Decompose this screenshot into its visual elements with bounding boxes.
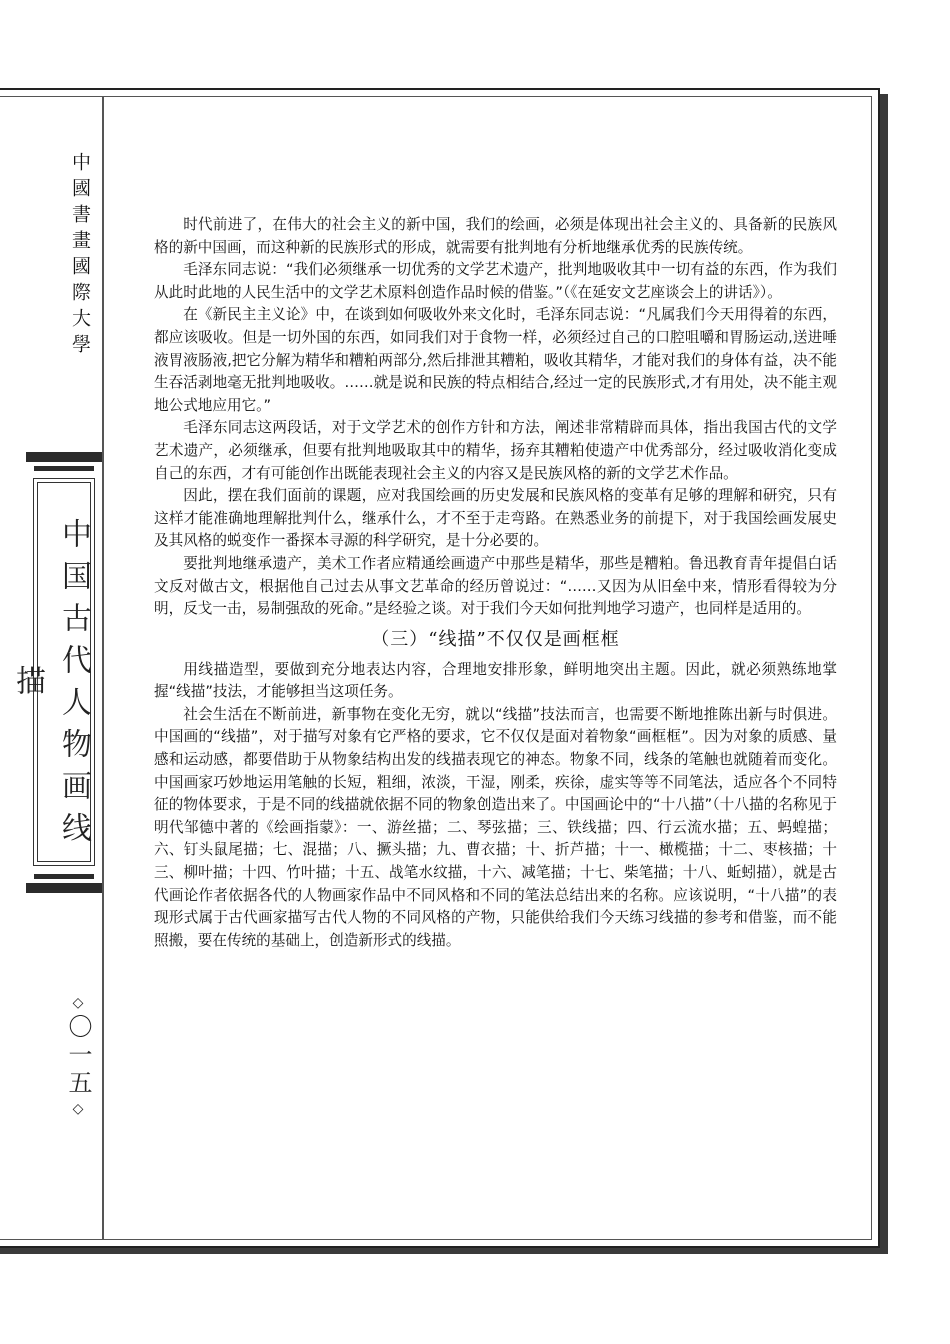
university-name: 中國書畫國際大學: [69, 152, 91, 360]
title-cap-top: [26, 452, 102, 462]
paragraph: 要批判地继承遗产，美术工作者应精通绘画遗产中那些是精华，那些是糟粕。鲁迅教育青年提倡白话文反对做古文，根据他自己过去从事文艺革命的经历曾说过：“……又因为从旧垒中来，情形看得较为分明，反戈一击，易制强敌的死命。”是经验之谈。对于我们今天如何批判地学习遗产，也同样是适用的。: [154, 554, 837, 618]
spine-divider: [102, 97, 104, 1240]
diamond-icon: ◇: [72, 1101, 84, 1117]
paragraph: 在《新民主主义论》中，在谈到如何吸收外来文化时，毛泽东同志说：“凡属我们今天用得着的东西，都应该吸收。但是一切外国的东西，如同我们对于食物一样，必须经过自己的口腔咀嚼和胃肠运动,送进唾液胃液肠液,把它分解为精华和糟粕两部分,然后排泄其糟粕，吸收其精华，才能对我们的身体有益，决不能生吞活剥地毫无批判地吸收。……就是说和民族的特点相结合,经过一定的民族形式,才有用处，决不能主观地公式地应用它。”: [154, 306, 837, 414]
book-title-box: [10, 478, 95, 866]
paragraph: 时代前进了，在伟大的社会主义的新中国，我们的绘画，必须是体现出社会主义的、具备新的民族风格的新中国画，而这种新的民族形式的形成，就需要有批判地有分析地继承优秀的民族传统。: [154, 216, 837, 256]
title-cap-bottom-inner: [34, 874, 94, 879]
section-heading: （三）“线描”不仅仅是画框框: [371, 628, 620, 650]
paragraph: 毛泽东同志说：“我们必须继承一切优秀的文学艺术遗产，批判地吸收其中一切有益的东西，作为我们从此时此地的人民生活中的文学艺术原料创造作品时候的借鉴。”（《在延安文艺座谈会上的讲话》）。: [154, 261, 837, 301]
page-number: 〇一五: [64, 1014, 92, 1098]
paragraph: 毛泽东同志这两段话，对于文学艺术的创作方针和方法，阐述非常精辟而具体，指出我国古代的文学艺术遗产，必须继承，但要有批判地吸取其中的精华，扬弃其糟粕使遗产中优秀部分，经过吸收消化变成自己的东西，才有可能创作出既能表现社会主义的内容又是民族风格的新的文学艺术作品。: [154, 419, 837, 482]
paragraph: 社会生活在不断前进，新事物在变化无穷，就以“线描”技法而言，也需要不断地推陈出新与时俱进。中国画的“线描”，对于描写对象有它严格的要求，它不仅仅是面对着物象“画框框”。因为对象的质感、量感和运动感，都要借助于从物象结构出发的线描表现它的神态。物象不同，线条的笔触也就随着而变化。中国画家巧妙地运用笔触的长短，粗细，浓淡，干湿，刚柔，疾徐，虚实等等不同笔法，适应各个不同特征的物体要求，于是不同的线描就依据不同的物象创造出来了。中国画论中的“十八描”（十八描的名称见于明代邹德中著的《绘画指蒙》：一、游丝描；二、琴弦描；三、铁线描；四、行云流水描；五、蚂蝗描；六、钉头鼠尾描；七、混描；八、撅头描；九、曹衣描；十、折芦描；十一、橄榄描；十二、枣核描；十三、柳叶描；十四、竹叶描；十五、战笔水纹描，十六、减笔描；十七、柴笔描；十八、蚯蚓描），就是古代画论作者依据各代的人物画家作品中不同风格和不同的笔法总结出来的名称。应该说明，“十八描”的表现形式属于古代画家描写古代人物的不同风格的产物，只能供给我们今天练习线描的参考和借鉴，而不能照搬，要在传统的基础上，创造新形式的线描。: [154, 705, 837, 949]
paragraph: 因此，摆在我们面前的课题，应对我国绘画的历史发展和民族风格的变革有足够的理解和研究，只有这样才能准确地理解批判什么，继承什么，才不至于走弯路。在熟悉业务的前提下，对于我国绘画发展史及其风格的蜕变作一番探本寻源的科学研究，是十分必要的。: [154, 487, 837, 550]
title-cap-top-inner: [34, 466, 94, 471]
diamond-icon: ◇: [72, 995, 84, 1011]
book-title: 中国古代人物画线描: [10, 518, 91, 854]
paragraph: 用线描造型，要做到充分地表达内容，合理地安排形象，鲜明地突出主题。因此，就必须熟练地掌握“线描”技法，才能够担当这项任务。: [154, 660, 837, 701]
main-text: [154, 214, 837, 952]
page-number-block: [58, 994, 98, 1118]
title-cap-bottom: [26, 883, 102, 893]
